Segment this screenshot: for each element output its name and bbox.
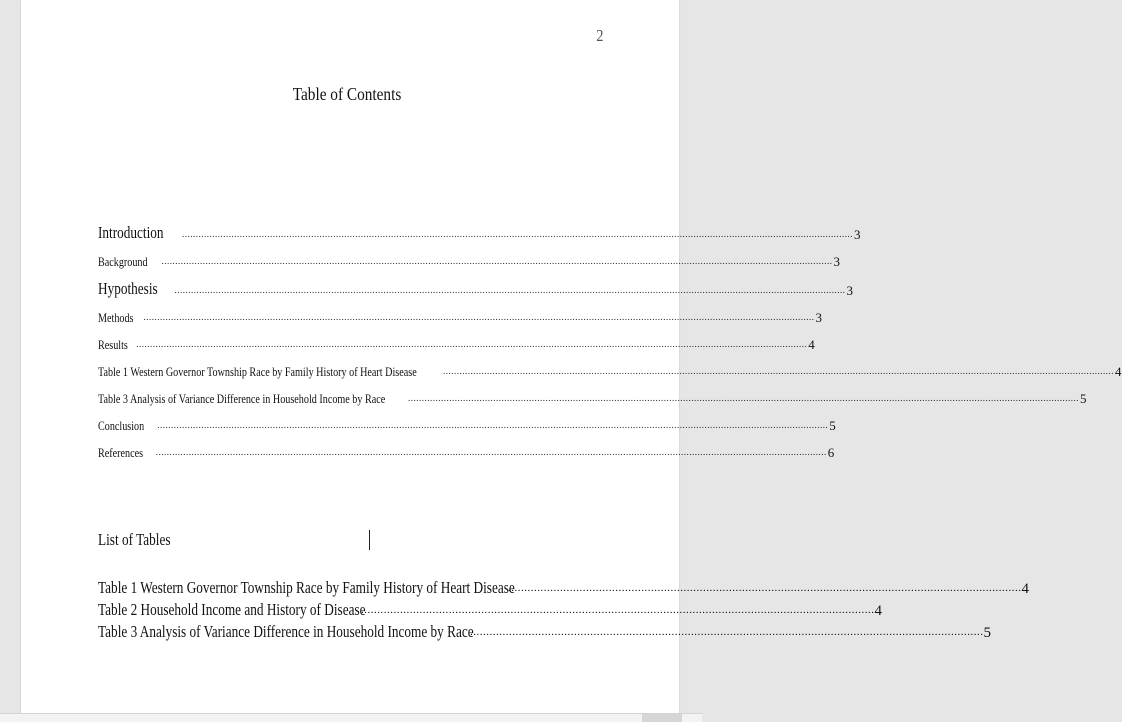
toc-entry-methods[interactable] bbox=[98, 299, 822, 326]
toc-entry-text: Conclusion bbox=[98, 418, 145, 433]
toc-entry-text: Results bbox=[98, 337, 128, 352]
list-of-tables-heading-text: List of Tables bbox=[98, 530, 171, 549]
lot-entry-text: Table 3 Analysis of Variance Difference in Household Income by Race bbox=[98, 622, 474, 641]
list-of-tables-heading bbox=[98, 530, 191, 550]
toc-leader-dots: .................................................................................................................................................................................................................................................... bbox=[143, 312, 815, 322]
toc-entry-background[interactable] bbox=[98, 243, 841, 270]
page-number: 2 bbox=[595, 26, 603, 45]
toc-leader-dots: .................................................................................................................................................................................................................................................... bbox=[155, 447, 827, 457]
toc-entry-text: References bbox=[98, 445, 144, 460]
toc-entry-page: 5 bbox=[1080, 391, 1087, 406]
toc-leader-dots: .................................................................................................................................................................................................................................................... bbox=[443, 366, 1114, 376]
toc-entry-table-1[interactable] bbox=[98, 353, 1122, 380]
toc-entry-page: 3 bbox=[854, 227, 861, 242]
toc-entry-results[interactable] bbox=[98, 326, 815, 353]
lot-leader-dots: .............................................................................................................................................................. bbox=[361, 604, 875, 616]
toc-entry-page: 6 bbox=[827, 445, 835, 460]
toc-leader-dots: .................................................................................................................................................................................................................................................... bbox=[136, 339, 808, 349]
toc-entry-hypothesis[interactable] bbox=[98, 270, 853, 299]
toc-leader-dots: .................................................................................................................................................................................................................................................... bbox=[182, 229, 854, 239]
toc-leader-dots: .................................................................................................................................................................................................................................................... bbox=[408, 393, 1079, 403]
status-bar bbox=[0, 713, 702, 722]
toc-entry-references[interactable] bbox=[98, 434, 835, 461]
toc-title: Table of Contents bbox=[292, 84, 402, 104]
lot-entry-table-2[interactable] bbox=[98, 598, 882, 620]
toc-entry-text: Table 3 Analysis of Variance Difference in Household Income by Race bbox=[98, 391, 386, 406]
toc-entry-page: 3 bbox=[846, 283, 853, 298]
text-cursor bbox=[369, 530, 370, 550]
lot-entry-table-1[interactable] bbox=[98, 576, 1029, 598]
toc-leader-dots: .................................................................................................................................................................................................................................................... bbox=[174, 285, 846, 295]
toc-entry-text: Methods bbox=[98, 310, 134, 325]
toc-entry-page: 4 bbox=[1115, 364, 1122, 379]
toc-entry-page: 3 bbox=[833, 254, 841, 269]
toc-entry-page: 3 bbox=[815, 310, 822, 325]
document-page[interactable] bbox=[21, 0, 1122, 714]
list-of-tables bbox=[98, 576, 1029, 642]
lot-entry-text: Table 2 Household Income and History of Disease bbox=[98, 600, 366, 619]
toc-entry-text: Hypothesis bbox=[98, 279, 158, 298]
toc-entry-text: Background bbox=[98, 254, 148, 269]
toc-entry-text: Introduction bbox=[98, 223, 164, 242]
toc-list bbox=[98, 214, 1122, 461]
toc-leader-dots: .................................................................................................................................................................................................................................................... bbox=[157, 420, 829, 430]
lot-entry-page: 4 bbox=[1021, 581, 1029, 597]
lot-entry-text: Table 1 Western Governor Township Race by Family History of Heart Disease bbox=[98, 578, 515, 597]
toc-entry-page: 4 bbox=[808, 337, 815, 352]
toc-leader-dots: .................................................................................................................................................................................................................................................... bbox=[161, 256, 833, 266]
lot-entry-page: 4 bbox=[874, 603, 882, 619]
lot-entry-page: 5 bbox=[983, 625, 991, 641]
lot-leader-dots: .............................................................................................................................................................. bbox=[470, 626, 984, 638]
toc-entry-page: 5 bbox=[829, 418, 836, 433]
view-mode-button[interactable] bbox=[642, 714, 682, 722]
lot-leader-dots: .............................................................................................................................................................. bbox=[508, 582, 1022, 594]
toc-entry-text: Table 1 Western Governor Township Race by Family History of Heart Disease bbox=[98, 364, 417, 379]
toc-entry-conclusion[interactable] bbox=[98, 407, 836, 434]
toc-entry-table-3[interactable] bbox=[98, 380, 1087, 407]
toc-entry-introduction[interactable] bbox=[98, 214, 861, 243]
lot-entry-table-3[interactable] bbox=[98, 620, 991, 642]
